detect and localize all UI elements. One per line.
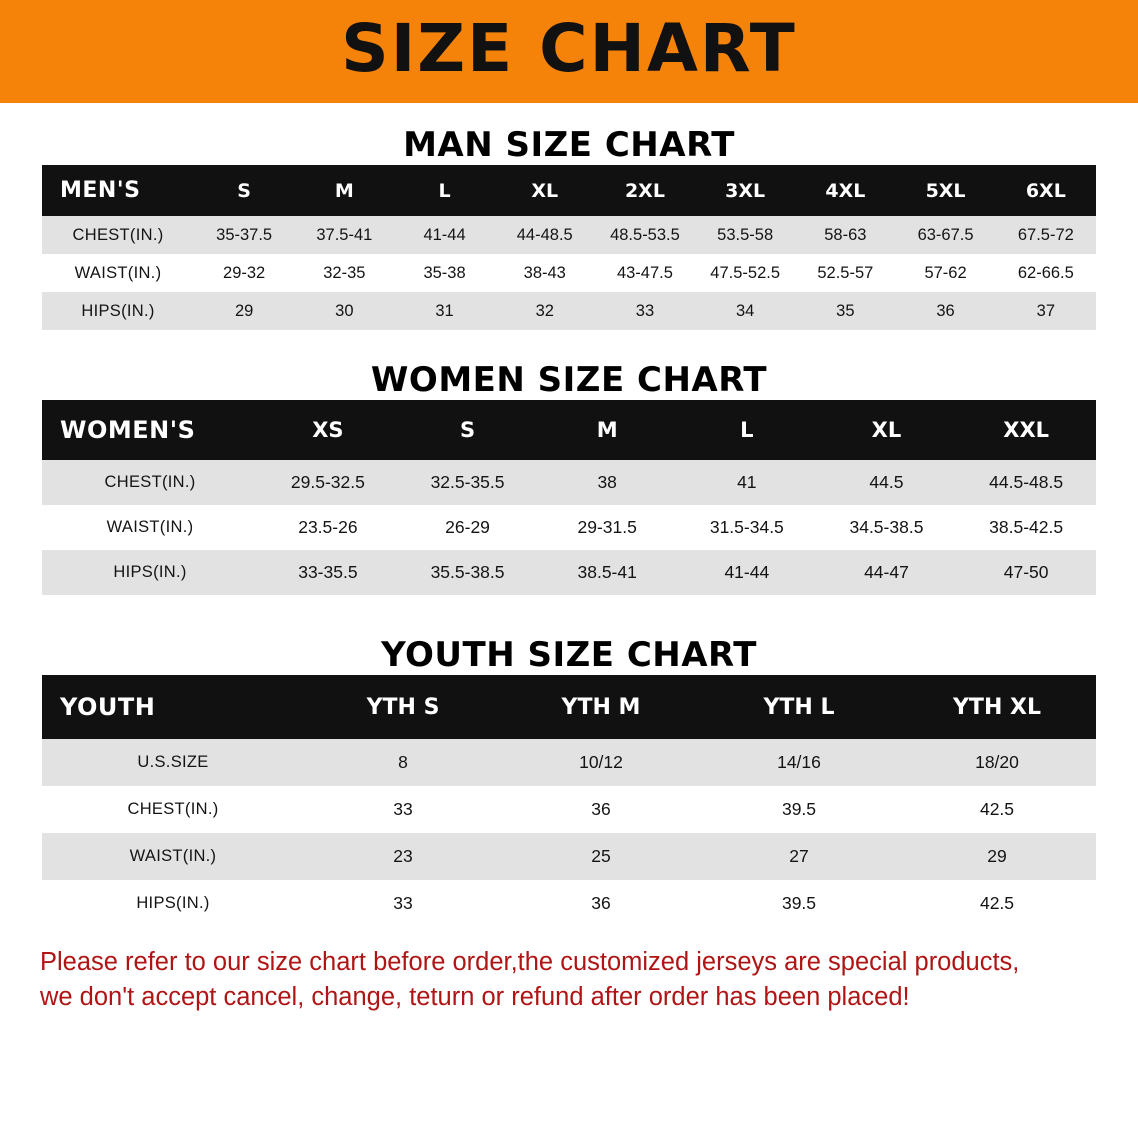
man-section-heading: MAN SIZE CHART xyxy=(403,125,735,165)
policy-note-line-2: we don't accept cancel, change, teturn or refund after order has been placed! xyxy=(40,983,910,1012)
table-cell: 44-47 xyxy=(817,550,957,595)
table-cell: WAIST(IN.) xyxy=(42,505,258,550)
table-header-cell: 2XL xyxy=(595,165,695,216)
table-cell: 32 xyxy=(495,292,595,330)
table-cell: U.S.SIZE xyxy=(42,739,304,786)
table-cell: 63-67.5 xyxy=(895,216,995,254)
table-cell: 34.5-38.5 xyxy=(817,505,957,550)
table-cell: 23 xyxy=(304,833,502,880)
table-header-cell: 6XL xyxy=(996,165,1096,216)
table-cell: 41 xyxy=(677,460,817,505)
table-cell: 58-63 xyxy=(795,216,895,254)
table-cell: WAIST(IN.) xyxy=(42,833,304,880)
table-cell: 42.5 xyxy=(898,880,1096,927)
table-cell: 32.5-35.5 xyxy=(398,460,538,505)
table-cell: 35-37.5 xyxy=(194,216,294,254)
table-cell: 29 xyxy=(898,833,1096,880)
table-row xyxy=(42,254,1096,292)
table-cell: 14/16 xyxy=(700,739,898,786)
table-row xyxy=(42,292,1096,330)
table-header-cell: XXL xyxy=(956,400,1096,460)
women-size-table xyxy=(42,400,1096,595)
table-header-row xyxy=(42,675,1096,739)
table-cell: 25 xyxy=(502,833,700,880)
table-cell: 34 xyxy=(695,292,795,330)
table-header-cell: 5XL xyxy=(895,165,995,216)
table-cell: 18/20 xyxy=(898,739,1096,786)
table-cell: 36 xyxy=(502,786,700,833)
table-cell: 38.5-42.5 xyxy=(956,505,1096,550)
table-cell: 31 xyxy=(394,292,494,330)
table-cell: 52.5-57 xyxy=(795,254,895,292)
table-header-cell: L xyxy=(677,400,817,460)
table-cell: 35.5-38.5 xyxy=(398,550,538,595)
table-cell: CHEST(IN.) xyxy=(42,216,194,254)
table-cell: 44.5-48.5 xyxy=(956,460,1096,505)
table-cell: 44-48.5 xyxy=(495,216,595,254)
table-header-row xyxy=(42,165,1096,216)
table-cell: 41-44 xyxy=(394,216,494,254)
table-cell: 48.5-53.5 xyxy=(595,216,695,254)
table-header-cell: YTH XL xyxy=(898,675,1096,739)
table-header-cell: 4XL xyxy=(795,165,895,216)
youth-size-table xyxy=(42,675,1096,927)
table-header-cell: YTH M xyxy=(502,675,700,739)
table-cell: 26-29 xyxy=(398,505,538,550)
table-cell: 36 xyxy=(895,292,995,330)
table-cell: 38-43 xyxy=(495,254,595,292)
table-cell: 8 xyxy=(304,739,502,786)
table-cell: 33 xyxy=(304,786,502,833)
table-cell: 29-31.5 xyxy=(537,505,677,550)
table-cell: 44.5 xyxy=(817,460,957,505)
table-cell: 62-66.5 xyxy=(996,254,1096,292)
table-row xyxy=(42,786,1096,833)
table-cell: 67.5-72 xyxy=(996,216,1096,254)
table-cell: 47.5-52.5 xyxy=(695,254,795,292)
table-header-cell: XL xyxy=(817,400,957,460)
table-cell: 39.5 xyxy=(700,880,898,927)
table-header-cell: S xyxy=(194,165,294,216)
table-cell: 37.5-41 xyxy=(294,216,394,254)
table-cell: HIPS(IN.) xyxy=(42,550,258,595)
table-cell: 33 xyxy=(304,880,502,927)
table-cell: 30 xyxy=(294,292,394,330)
table-header-cell: YOUTH xyxy=(42,675,304,739)
table-header-cell: MEN'S xyxy=(42,165,194,216)
table-cell: CHEST(IN.) xyxy=(42,460,258,505)
table-cell: 38.5-41 xyxy=(537,550,677,595)
table-header-cell: L xyxy=(394,165,494,216)
table-header-cell: 3XL xyxy=(695,165,795,216)
page-title: SIZE CHART xyxy=(341,9,797,87)
youth-table-wrap xyxy=(42,675,1096,927)
table-cell: 36 xyxy=(502,880,700,927)
table-cell: 35-38 xyxy=(394,254,494,292)
table-cell: 35 xyxy=(795,292,895,330)
youth-section-heading: YOUTH SIZE CHART xyxy=(381,635,757,675)
table-header-row xyxy=(42,400,1096,460)
table-cell: 37 xyxy=(996,292,1096,330)
table-row xyxy=(42,550,1096,595)
table-row xyxy=(42,833,1096,880)
table-cell: 29-32 xyxy=(194,254,294,292)
table-cell: WAIST(IN.) xyxy=(42,254,194,292)
table-cell: HIPS(IN.) xyxy=(42,880,304,927)
table-cell: 33-35.5 xyxy=(258,550,398,595)
table-cell: 27 xyxy=(700,833,898,880)
table-cell: HIPS(IN.) xyxy=(42,292,194,330)
table-cell: 10/12 xyxy=(502,739,700,786)
man-table-wrap xyxy=(42,165,1096,330)
table-row xyxy=(42,216,1096,254)
table-cell: 47-50 xyxy=(956,550,1096,595)
table-header-cell: WOMEN'S xyxy=(42,400,258,460)
table-header-cell: YTH L xyxy=(700,675,898,739)
table-cell: 33 xyxy=(595,292,695,330)
page-banner xyxy=(0,0,1138,103)
table-row xyxy=(42,460,1096,505)
table-cell: 31.5-34.5 xyxy=(677,505,817,550)
table-header-cell: S xyxy=(398,400,538,460)
table-header-cell: M xyxy=(537,400,677,460)
table-cell: 29 xyxy=(194,292,294,330)
table-header-cell: M xyxy=(294,165,394,216)
man-size-table xyxy=(42,165,1096,330)
table-cell: 29.5-32.5 xyxy=(258,460,398,505)
table-cell: CHEST(IN.) xyxy=(42,786,304,833)
table-cell: 39.5 xyxy=(700,786,898,833)
table-cell: 53.5-58 xyxy=(695,216,795,254)
table-header-cell: XS xyxy=(258,400,398,460)
women-section-heading: WOMEN SIZE CHART xyxy=(370,360,768,400)
table-row xyxy=(42,505,1096,550)
table-cell: 43-47.5 xyxy=(595,254,695,292)
table-header-cell: YTH S xyxy=(304,675,502,739)
table-row xyxy=(42,880,1096,927)
table-header-cell: XL xyxy=(495,165,595,216)
table-cell: 38 xyxy=(537,460,677,505)
table-row xyxy=(42,739,1096,786)
table-cell: 41-44 xyxy=(677,550,817,595)
table-cell: 42.5 xyxy=(898,786,1096,833)
policy-note-line-1: Please refer to our size chart before order,the customized jerseys are special products, xyxy=(40,948,1020,976)
table-cell: 32-35 xyxy=(294,254,394,292)
table-cell: 57-62 xyxy=(895,254,995,292)
women-table-wrap xyxy=(42,400,1096,595)
table-cell: 23.5-26 xyxy=(258,505,398,550)
policy-note xyxy=(40,945,1098,1015)
